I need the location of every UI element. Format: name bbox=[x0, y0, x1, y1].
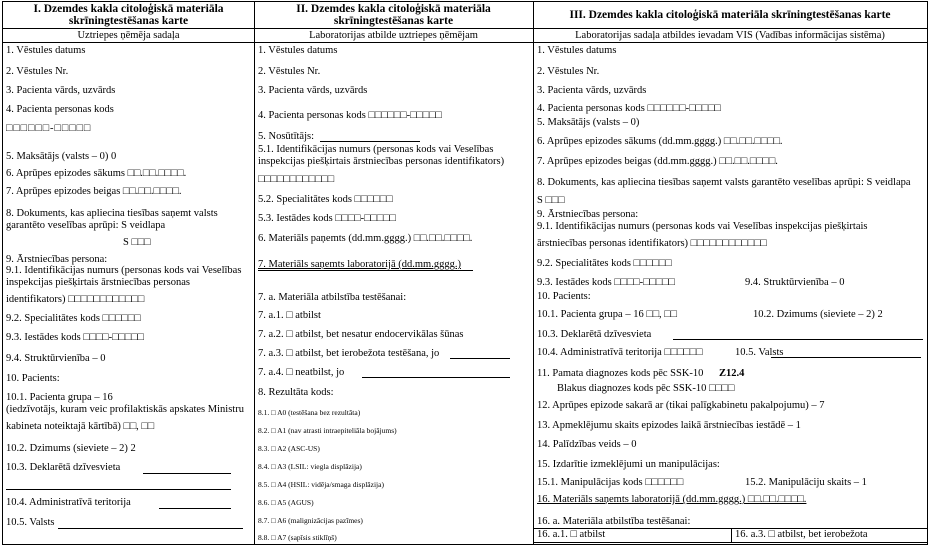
field-admin-territory: 10.4. Administratīvā teritorija bbox=[6, 497, 131, 508]
field-sender-id-line1: 5.1. Identifikācijas numurs (personas kods vai Veselības bbox=[258, 144, 494, 155]
residence-line[interactable] bbox=[143, 473, 231, 474]
field-manipulation-code[interactable]: 15.1. Manipulācijas kods □□□□□□ bbox=[537, 477, 684, 488]
field-episode-end[interactable]: 7. Aprūpes epizodes beigas (dd.mm.gggg.) □□.□□.□□□□. bbox=[537, 156, 778, 167]
field-specialty-code[interactable]: 9.2. Specialitātes kods □□□□□□ bbox=[6, 313, 141, 324]
personal-code-boxes[interactable]: □□□□□□-□□□□□ bbox=[6, 123, 92, 134]
field-personal-code[interactable]: 4. Pacienta personas kods □□□□□□-□□□□□ bbox=[537, 103, 721, 114]
country-line[interactable] bbox=[771, 357, 921, 358]
field-country: 10.5. Valsts bbox=[735, 347, 784, 358]
field-practitioner: 9. Ārstniecības persona: bbox=[6, 254, 108, 265]
field-specialty-code[interactable]: 9.2. Specialitātes kods □□□□□□ bbox=[537, 258, 672, 269]
field-personal-code: 4. Pacienta personas kods bbox=[6, 104, 114, 115]
option-7a1[interactable]: 7. a.1. □ atbilst bbox=[258, 310, 321, 321]
option-8-7[interactable]: 8.7. □ A6 (malignizācijas pazīmes) bbox=[258, 516, 363, 525]
field-episode-start[interactable]: 6. Aprūpes epizodes sākums (dd.mm.gggg.) □□.□□.□□□□. bbox=[537, 136, 783, 147]
country-line[interactable] bbox=[58, 528, 243, 529]
field-letter-number: 2. Vēstules Nr. bbox=[537, 66, 600, 77]
option-8-5[interactable]: 8.5. □ A4 (HSIL: vidēja/smaga displāzija) bbox=[258, 480, 384, 489]
field-letter-date: 1. Vēstules datums bbox=[258, 45, 338, 56]
field-letter-date: 1. Vēstules datums bbox=[537, 45, 617, 56]
reason-line-7a3[interactable] bbox=[450, 358, 510, 359]
field-sender: 5. Nosūtītājs: bbox=[258, 131, 315, 142]
column-1-subtitle: Uztriepes ņēmēja sadaļa bbox=[3, 30, 254, 43]
residence-line[interactable] bbox=[673, 339, 923, 340]
option-8-1[interactable]: 8.1. □ A0 (testēšana bez rezultāta) bbox=[258, 408, 361, 417]
field-patient-group-note1: (iedzīvotājs, kuram veic profilaktiskās apskates Ministru bbox=[6, 404, 244, 415]
residence-line-2[interactable] bbox=[6, 489, 231, 490]
field-letter-date: 1. Vēstules datums bbox=[6, 45, 86, 56]
column-3-title: III. Dzemdes kakla citoloģiskā materiāla skrīningtestēšanas karte bbox=[533, 2, 927, 29]
field-material-taken[interactable]: 6. Materiāls paņemts (dd.mm.gggg.) □□.□□.□□□□. bbox=[258, 233, 473, 244]
field-gender: 10.2. Dzimums (sieviete – 2) 2 bbox=[753, 309, 883, 320]
field-id-line3[interactable]: identifikators) □□□□□□□□□□□□ bbox=[6, 294, 145, 305]
option-16a1[interactable]: 16. a.1. □ atbilst bbox=[537, 529, 606, 540]
field-patient-name: 3. Pacienta vārds, uzvārds bbox=[6, 85, 116, 96]
column-patient-sampler bbox=[3, 2, 255, 544]
field-institution-code[interactable]: 9.3. Iestādes kods □□□□-□□□□□ bbox=[537, 277, 675, 288]
field-main-diagnosis: 11. Pamata diagnozes kods pēc SSK-10 bbox=[537, 368, 704, 379]
field-letter-number: 2. Vēstules Nr. bbox=[258, 66, 321, 77]
field-institution-code[interactable]: 9.3. Iestādes kods □□□□-□□□□□ bbox=[6, 332, 144, 343]
field-material-suitability: 16. a. Materiāla atbilstība testēšanai: bbox=[537, 516, 691, 527]
option-16a3[interactable]: 16. a.3. □ atbilst, bet ierobežota bbox=[735, 529, 868, 540]
field-patient-group-note2[interactable]: kabineta noteiktajā kārtībā) □□, □□ bbox=[6, 421, 155, 432]
column-3-subtitle: Laboratorijas sadaļa atbildes ievadam VIS (Vadības informācijas sistēma) bbox=[533, 30, 927, 43]
field-admin-territory[interactable]: 10.4. Administratīvā teritorija □□□□□□ bbox=[537, 347, 703, 358]
option-8-4[interactable]: 8.4. □ A3 (LSIL: viegla displāzija) bbox=[258, 462, 362, 471]
sender-id-boxes[interactable]: □□□□□□□□□□□□ bbox=[258, 174, 335, 185]
reason-line-7a4[interactable] bbox=[362, 377, 510, 378]
column-2-title: II. Dzemdes kakla citoloģiskā materiāla skrīningtestēšanas karte bbox=[254, 2, 533, 29]
field-structural-unit: 9.4. Struktūrvienība – 0 bbox=[6, 353, 106, 364]
field-payer: 5. Maksātājs (valsts – 0) 0 bbox=[6, 151, 117, 162]
field-material-received[interactable]: 7. Materiāls saņemts laboratorijā (dd.mm.gggg.) bbox=[258, 259, 461, 270]
field-document-line1: 8. Dokuments, kas apliecina tiesības saņemt valsts bbox=[6, 208, 218, 219]
option-7a2[interactable]: 7. a.2. □ atbilst, bet nesatur endocervikālas šūnas bbox=[258, 329, 464, 340]
field-patient: 10. Pacients: bbox=[537, 291, 591, 302]
field-specialty-code[interactable]: 5.2. Specialitātes kods □□□□□□ bbox=[258, 194, 393, 205]
field-declared-residence: 10.3. Deklarētā dzīvesvieta bbox=[537, 329, 652, 340]
material-received-line[interactable] bbox=[258, 270, 473, 271]
option-8-6[interactable]: 8.6. □ A5 (AGUS) bbox=[258, 498, 314, 507]
admin-territory-line[interactable] bbox=[159, 508, 231, 509]
field-patient-group: 10.1. Pacienta grupa – 16 bbox=[6, 392, 113, 403]
field-patient-group[interactable]: 10.1. Pacienta grupa – 16 □□, □□ bbox=[537, 309, 677, 320]
suitability-table bbox=[533, 528, 927, 543]
field-patient-name: 3. Pacienta vārds, uzvārds bbox=[258, 85, 368, 96]
column-lab-vis-entry bbox=[533, 2, 927, 544]
field-practitioner: 9. Ārstniecības persona: bbox=[537, 209, 639, 220]
field-secondary-diagnosis[interactable]: Blakus diagnozes kods pēc SSK-10 □□□□ bbox=[557, 383, 735, 394]
field-manipulation-count: 15.2. Manipulāciju skaits – 1 bbox=[745, 477, 867, 488]
field-episode-start[interactable]: 6. Aprūpes epizodes sākums □□.□□.□□□□. bbox=[6, 168, 187, 179]
field-gender: 10.2. Dzimums (sieviete – 2) 2 bbox=[6, 443, 136, 454]
s-form-boxes[interactable]: S □□□ bbox=[123, 237, 151, 248]
field-patient-name: 3. Pacienta vārds, uzvārds bbox=[537, 85, 647, 96]
field-country: 10.5. Valsts bbox=[6, 517, 55, 528]
sender-line[interactable] bbox=[320, 141, 420, 142]
field-id-line2: inspekcijas piešķirtais ārstniecības personas bbox=[6, 277, 190, 288]
field-episode-end[interactable]: 7. Aprūpes epizodes beigas □□.□□.□□□□. bbox=[6, 186, 182, 197]
field-sender-id-line2: inspekcijas piešķirtais ārstniecības personas identifikators) bbox=[258, 156, 505, 167]
field-id-line2[interactable]: ārstniecības personas identifikators) □□□□□□□□□□□□ bbox=[537, 238, 767, 249]
screening-card-form bbox=[2, 1, 928, 545]
option-8-2[interactable]: 8.2. □ A1 (nav atrasti intraepiteliāla bojājums) bbox=[258, 426, 397, 435]
field-id-line1: 9.1. Identifikācijas numurs (personas kods vai Veselības inspekcijas piešķirtais bbox=[537, 221, 868, 232]
field-institution-code[interactable]: 5.3. Iestādes kods □□□□-□□□□□ bbox=[258, 213, 396, 224]
option-8-8[interactable]: 8.8. □ A7 (sapīsis stiklīņš) bbox=[258, 533, 337, 542]
field-declared-residence: 10.3. Deklarētā dzīvesvieta bbox=[6, 462, 121, 473]
field-visit-count: 13. Apmeklējumu skaits epizodes laikā ārstniecības iestādē – 1 bbox=[537, 420, 801, 431]
field-payer: 5. Maksātājs (valsts – 0) bbox=[537, 117, 640, 128]
field-episode-reason: 12. Aprūpes epizode sakarā ar (tikai palīgkabinetu pakalpojumu) – 7 bbox=[537, 400, 825, 411]
field-structural-unit: 9.4. Struktūrvienība – 0 bbox=[745, 277, 845, 288]
s-form-boxes[interactable]: S □□□ bbox=[537, 195, 565, 206]
field-letter-number: 2. Vēstules Nr. bbox=[6, 66, 69, 77]
field-examinations: 15. Izdarītie izmeklējumi un manipulācijas: bbox=[537, 459, 720, 470]
field-document: 8. Dokuments, kas apliecina tiesības saņemt valsts garantēto veselības aprūpi: S veidlapa bbox=[537, 177, 911, 188]
option-7a3[interactable]: 7. a.3. □ atbilst, bet ierobežota testēšana, jo bbox=[258, 348, 440, 359]
option-7a4[interactable]: 7. a.4. □ neatbilst, jo bbox=[258, 367, 345, 378]
field-id-line1: 9.1. Identifikācijas numurs (personas kods vai Veselības bbox=[6, 265, 242, 276]
column-lab-response bbox=[254, 2, 534, 544]
field-document-line2: garantēto veselības aprūpi: S veidlapa bbox=[6, 220, 166, 231]
option-8-3[interactable]: 8.3. □ A2 (ASC-US) bbox=[258, 444, 320, 453]
main-diagnosis-code: Z12.4 bbox=[719, 368, 745, 379]
field-material-received[interactable]: 16. Materiāls saņemts laboratorijā (dd.mm.gggg.) □□.□□.□□□□. bbox=[537, 494, 807, 505]
field-material-suitability: 7. a. Materiāla atbilstība testēšanai: bbox=[258, 292, 407, 303]
field-patient: 10. Pacients: bbox=[6, 373, 60, 384]
field-result-code: 8. Rezultāta kods: bbox=[258, 387, 334, 398]
column-1-title: I. Dzemdes kakla citoloģiskā materiāla skrīningtestēšanas karte bbox=[3, 2, 254, 29]
field-personal-code[interactable]: 4. Pacienta personas kods □□□□□□-□□□□□ bbox=[258, 110, 442, 121]
column-2-subtitle: Laboratorijas atbilde uztriepes ņēmējam bbox=[254, 30, 533, 43]
field-help-type: 14. Palīdzības veids – 0 bbox=[537, 439, 637, 450]
